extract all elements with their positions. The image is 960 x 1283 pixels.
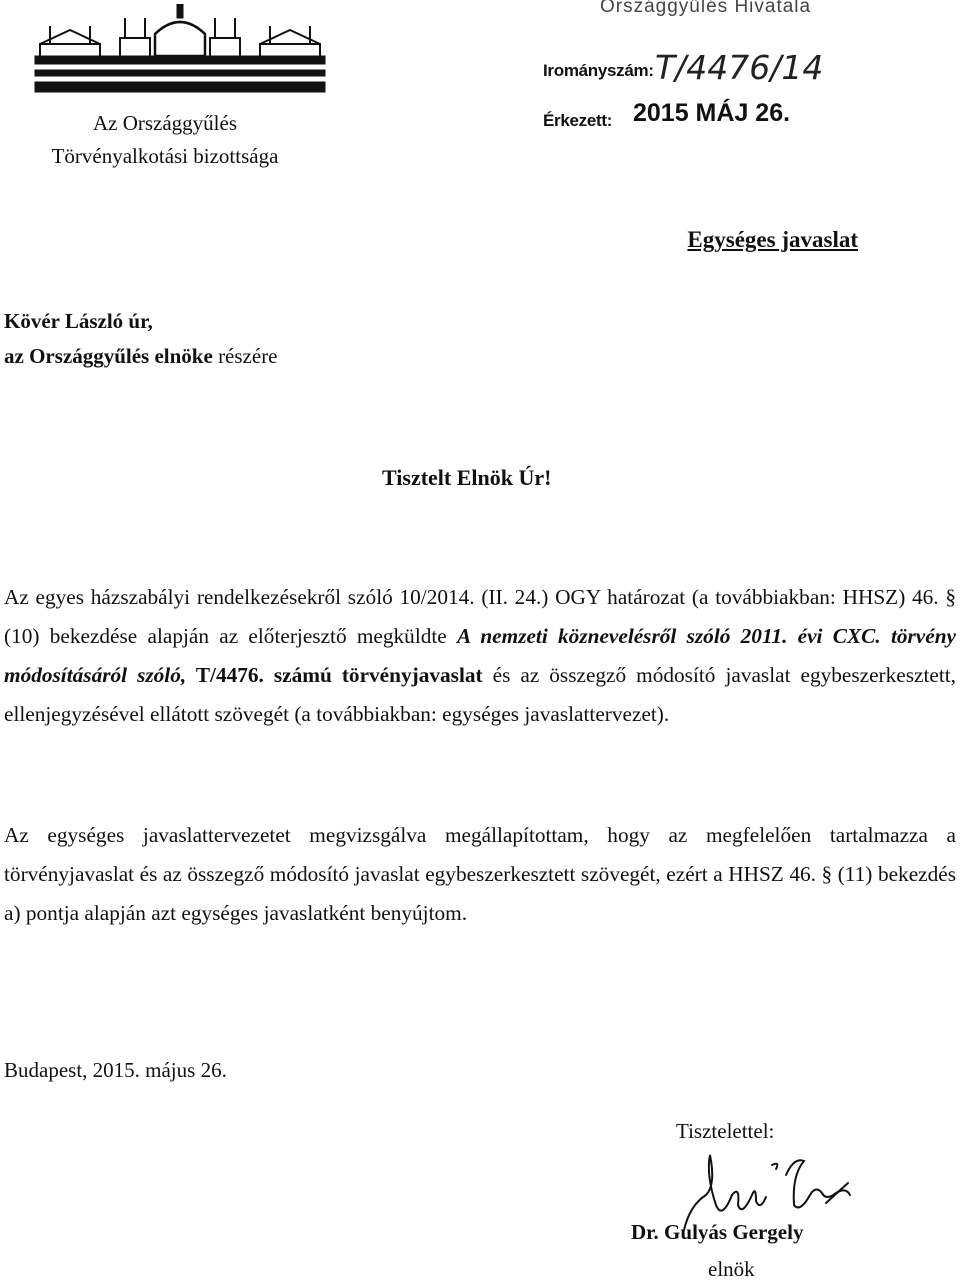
received-date: 2015 MÁJ 26.	[633, 99, 791, 127]
reg-number-label: Irományszám:	[543, 61, 654, 80]
stamp-header: Országgyűlés Hivatala	[600, 0, 812, 17]
addressee-title: az Országgyűlés elnöke részére	[4, 344, 278, 368]
signatory-name: Dr. Gulyás Gergely	[631, 1220, 804, 1244]
salutation: Tisztelt Elnök Úr!	[382, 465, 552, 490]
paragraph-1: Az egyes házszabályi rendelkezésekről szóló 10/2014. (II. 24.) OGY határozat (a továbbiakban: HHSZ) 46. § (10) bekezdése alapján az előterjesztő megküldte A nemzeti köznevelésről szóló 2011. évi CXC. törvény módosításáról szóló, T/4476. számú törvényjavaslat és az összegző módosító javaslat egybeszerkesztett, ellenjegyzésével ellátott szövegét (a továbbiakban: egységes javaslattervezet).	[4, 585, 957, 726]
committee-name: Törvényalkotási bizottsága	[51, 144, 279, 168]
reg-number-value: T/4476/14	[655, 48, 824, 87]
addressee-name: Kövér László úr,	[4, 309, 153, 333]
signatory-role: elnök	[708, 1257, 755, 1281]
org-name: Az Országgyűlés	[92, 111, 238, 135]
document-title: Egységes javaslat	[687, 227, 858, 252]
parliament-logo	[30, 4, 330, 94]
received-label: Érkezett:	[543, 111, 613, 130]
closing: Tisztelettel:	[676, 1119, 775, 1143]
paragraph-2: Az egységes javaslattervezetet megvizsgálva megállapítottam, hogy az megfelelően tartalmazza a törvényjavaslat és az összegző módosító javaslat egybeszerkesztett szövegét, ezért a HHSZ 46. § (11) bekezdés a) pontja alapján azt egységes javaslatként benyújtom.	[4, 823, 956, 925]
place-date: Budapest, 2015. május 26.	[4, 1058, 227, 1082]
